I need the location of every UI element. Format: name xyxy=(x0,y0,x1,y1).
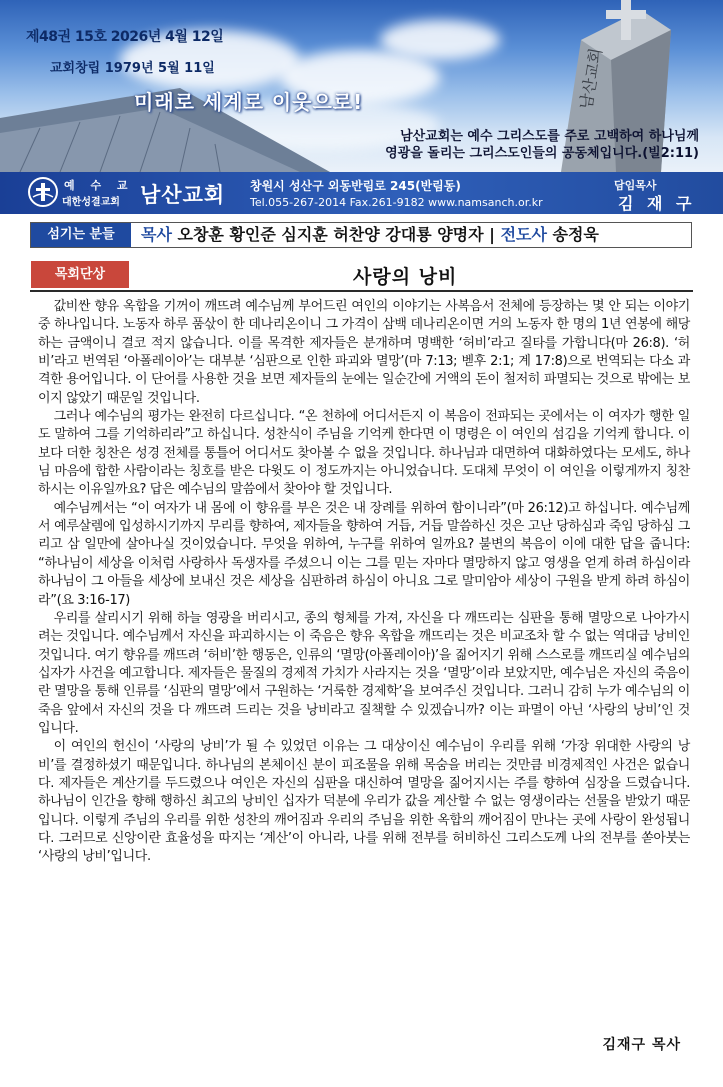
author-signature: 김재구 목사 xyxy=(602,1037,681,1053)
church-contact: Tel.055-267-2014 Fax.261-9182 www.namsanch.or.kr xyxy=(250,196,543,209)
staff-list xyxy=(141,223,599,247)
paragraph: 예수님께서는 “이 여자가 내 몸에 이 향유를 부은 것은 내 장례를 위하여 함이니라”(마 26:12)고 하십니다. 예수님께서 예루살렘에 입성하시기까지 무리를 향하여, 제자들을 향하여 거듭, 거듭 말씀하신 것은 고난 당하심과 죽임 당하심 그리고 삼 일만에 살아나실 것이었습니다. 무엇을 위하여, 누구를 위하여 일까요? 불변의 복음이 이에 대한 답을 줍니다: “하나님이 세상을 이처럼 사랑하사 독생자를 주셨으니 이는 그를 믿는 자마다 멸망하지 않고 영생을 얻게 하려 하심이라 하나님이 그 아들을 세상에 보내신 것은 세상을 심판하려 하심이 아니요 그로 말미암아 세상이 구원을 받게 하려 하심이라”(요 3:16-17) xyxy=(38,500,690,608)
church-address: 창원시 성산구 외동반림로 245(반림동) xyxy=(250,179,461,193)
paragraph: 이 여인의 헌신이 ‘사랑의 낭비’가 될 수 있었던 이유는 그 대상이신 예수님이 우리를 위해 ‘가장 위대한 사랑의 낭비’를 결정하셨기 때문입니다. 하나님의 본체이신 분이 피조물을 위해 목숨을 버리는 것만큼 비경제적인 사건은 없습니다. 제자들은 계산기를 두드렸으나 여인은 자신의 심판을 대신하여 멸망을 짊어지시는 주를 향하여 심장을 드렸습니다. 하나님이 인간을 향해 행하신 최고의 낭비인 십자가 덕분에 우리가 값을 계산할 수 없는 영생이라는 선물을 받았기 때문입니다. 이렇게 주님의 우리를 위한 성찬의 깨어짐과 우리의 주님을 위한 옥합의 깨어짐이 만나는 곳에 사랑이 완성됩니다. 그러므로 신앙이란 효율성을 따지는 ‘계산’이 아니라, 나를 위해 전부를 허비하신 그리스도께 나의 전부를 쏟아붓는 ‘사랑의 낭비’입니다. xyxy=(38,739,690,865)
mission-line-2: 영광을 돌리는 그리스도인들의 공동체입니다.(빌2:11) xyxy=(385,146,699,161)
mission-line-1: 남산교회는 예수 그리스도를 주로 고백하여 하나님께 xyxy=(400,129,699,144)
column-body xyxy=(38,298,690,867)
evangelist-role: 전도사 xyxy=(500,225,547,244)
pastor-role: 목사 xyxy=(141,225,172,244)
church-motto: 미래로 세계로 이웃으로! xyxy=(134,90,364,114)
senior-pastor-name: 김 재 구 xyxy=(618,194,696,213)
paragraph: 값비싼 향유 옥합을 기꺼이 깨뜨려 예수님께 부어드린 여인의 이야기는 사복음서 전체에 등장하는 몇 안 되는 이야기 중 하나입니다. 노동자 하루 품삯이 한 데나리온이니 그 가격이 삼백 데나리온이면 거의 노동자 한 명의 1년 연봉에 해당하는 금액이니 결코 적지 않습니다. 이를 목격한 제자들은 분개하며 명백한 ‘허비’라고 질타를 가합니다(마 26:8). ‘허비’라고 번역된 ‘아폴레이아’는 대부분 ‘심판으로 인한 파괴와 멸망’(마 7:13; 벧후 2:1; 계 17:8)으로 번역되는 다소 과격한 용어입니다. 이 단어를 사용한 것을 보면 제자들의 눈에는 일순간에 거액의 돈이 철저히 파멸되는 것으로 밖에는 보이지 않았기 때문일 것입니다. xyxy=(38,299,690,406)
staff-box xyxy=(30,222,692,248)
denomination-line-1: 예 수 교 xyxy=(64,179,134,192)
issue-info: 제48권 15호 2026년 4월 12일 xyxy=(26,29,224,45)
svg-text:남산교회: 남산교회 xyxy=(576,46,606,111)
denomination-line-2: 대한성결교회 xyxy=(62,197,120,208)
church-logo-icon xyxy=(28,177,58,207)
staff-separator: | xyxy=(489,225,495,244)
column-tag: 목회단상 xyxy=(31,261,129,288)
evangelist-names: 송정욱 xyxy=(552,225,599,244)
founded-date: 교회창립 1979년 5월 11일 xyxy=(50,61,215,76)
paragraph: 우리를 살리시기 위해 하늘 영광을 버리시고, 종의 형체를 가져, 자신을 다 깨뜨리는 심판을 통해 멸망으로 나아가시려는 것입니다. 예수님께서 자신을 파괴하시는 이 죽음은 향유 옥합을 깨뜨리는 것은 비교조차 할 수 없는 역대급 낭비인 것입니다. 여기 향유를 깨뜨려 ‘허비’한 행동은, 인류의 ‘멸망(아폴레이아)’을 짊어지기 위해 스스로를 깨뜨리실 예수님의 십자가 사건을 예고합니다. 제자들은 물질의 경제적 가치가 사라지는 것을 ‘멸망’이라 보았지만, 예수님은 자신의 죽음이란 멸망을 통해 인류를 ‘심판의 멸망’에서 구원하는 ‘거룩한 경제학’을 보여주신 것입니다. 그러니 감히 누가 예수님의 이 죽음 앞에서 자신의 것을 다 깨뜨려 드리는 것을 낭비라고 질책할 수 있겠습니까? 이는 파멸이 아닌 ‘사랑의 낭비’인 것입니다. xyxy=(38,610,690,736)
staff-label: 섬기는 분들 xyxy=(31,223,131,247)
mission-statement xyxy=(339,128,699,162)
pastor-names: 오창훈 황인준 심지훈 허찬양 강대룡 양명자 xyxy=(177,225,484,244)
title-divider xyxy=(30,290,693,292)
column-title: 사랑의 낭비 xyxy=(353,266,458,288)
paragraph: 그러나 예수님의 평가는 완전히 다르십니다. “온 천하에 어디서든지 이 복음이 전파되는 곳에서는 이 여자가 행한 일도 말하여 그를 기억하리라”고 하십니다. 성찬식이 주님을 기억케 한다면 이 명령은 이 여인의 섬김을 기억케 합니다. 이보다 더한 칭찬은 성경 전체를 통틀어 어디서도 찾아볼 수 없을 것입니다. 하나님과 대면하여 대화하였다는 모세도, 하나님 마음에 합한 사람이라는 칭호를 받은 다윗도 이 정도까지는 아니었습니다. 도대체 무엇이 이 여인을 이렇게까지 칭찬하시는 이유일까요? 답은 예수님의 말씀에서 찾아야 할 것입니다. xyxy=(38,409,690,498)
header-banner xyxy=(0,0,723,172)
senior-pastor-label: 담임목사 xyxy=(614,179,657,192)
church-name: 남산교회 xyxy=(140,183,226,207)
